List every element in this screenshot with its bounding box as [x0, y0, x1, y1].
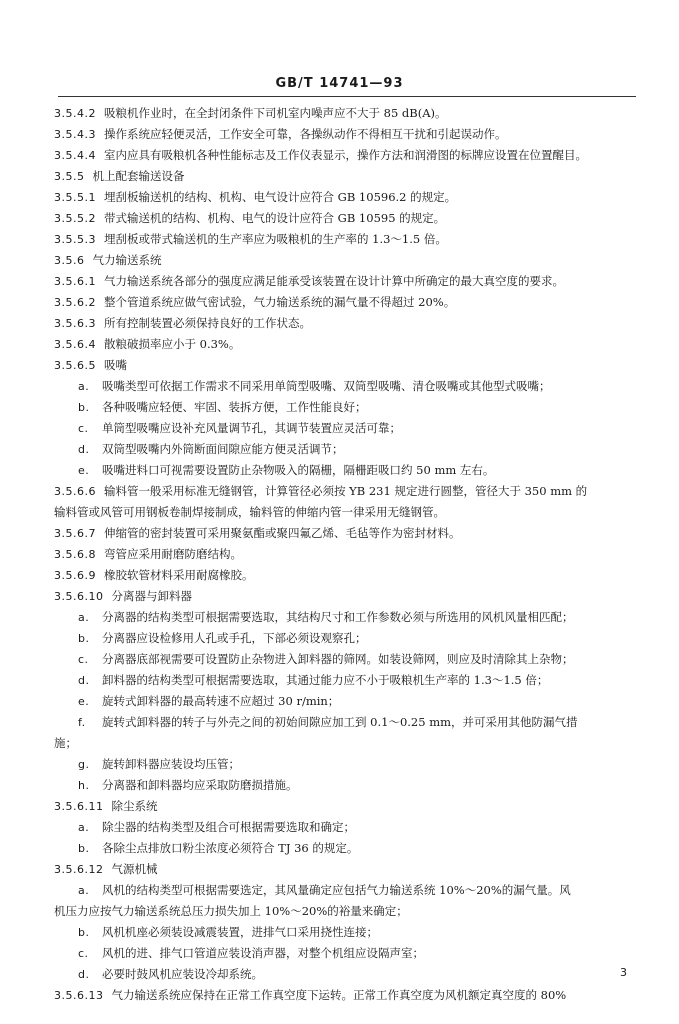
list-item [54, 418, 638, 439]
clause-text: 分离器底部视需要可设置防止杂物进入卸料器的筛网。如装设筛网，则应及时清除其上杂物； [102, 652, 574, 666]
list-item [54, 397, 638, 418]
clause-text: 分离器和卸料器均应采取防磨损措施。 [102, 778, 298, 792]
list-item [54, 439, 638, 460]
list-item [54, 838, 638, 859]
clause-text: 输料管一般采用标准无缝钢管，计算管径必须按 YB 231 规定进行圆整，管径大于 350 mm 的 [103, 484, 588, 498]
clause-line [54, 229, 638, 250]
clause-number: 3.5.6.5 [54, 359, 96, 372]
clause-text: 气源机械 [111, 862, 158, 876]
clause-line [54, 334, 638, 355]
clause-text: 旋转式卸料器的转子与外壳之间的初始间隙应加工到 0.1～0.25 mm，并可采用其他防漏气措 [102, 715, 578, 729]
clause-number: b. [78, 632, 90, 645]
clause-number: c. [78, 422, 89, 435]
clause-text: 埋刮板或带式输送机的生产率应为吸粮机的生产率的 1.3～1.5 倍。 [103, 232, 447, 246]
clause-number: d. [78, 674, 90, 687]
clause-text: 室内应具有吸粮机各种性能标志及工作仪表显示，操作方法和润滑图的标牌应设置在位置醒目。 [103, 148, 587, 162]
clause-line [54, 250, 638, 271]
clause-number: d. [78, 968, 90, 981]
clause-line [54, 124, 638, 145]
list-item [54, 817, 638, 838]
clause-line [54, 586, 638, 607]
clause-text: 施； [54, 736, 77, 750]
clause-number: 3.5.5.1 [54, 191, 96, 204]
clause-text: 风机的进、排气口管道应装设消声器，对整个机组应设隔声室； [102, 946, 424, 960]
clause-number: 3.5.6.9 [54, 569, 96, 582]
clause-text: 机上配套输送设备 [92, 169, 185, 183]
clause-line [54, 523, 638, 544]
clause-text: 带式输送机的结构、机构、电气的设计应符合 GB 10595 的规定。 [103, 211, 446, 225]
clause-number: 3.5.6.3 [54, 317, 96, 330]
continuation-line [54, 733, 638, 754]
clause-text: 必要时鼓风机应装设冷却系统。 [102, 967, 263, 981]
clause-number: a. [78, 884, 90, 897]
clause-text: 分离器的结构类型可根据需要选取，其结构尺寸和工作参数必须与所选用的风机风量相匹配； [102, 610, 574, 624]
clause-line [54, 796, 638, 817]
list-item [54, 775, 638, 796]
clause-line [54, 355, 638, 376]
clause-number: 3.5.6.6 [54, 485, 96, 498]
clause-text: 吸粮机作业时，在全封闭条件下司机室内噪声应不大于 85 dB(A)。 [103, 106, 447, 120]
clause-number: b. [78, 926, 90, 939]
clause-text: 机压力应按气力输送系统总压力损失加上 10%～20%的裕量来确定； [54, 904, 408, 918]
clause-number: f. [78, 716, 86, 729]
clause-number: 3.5.6.13 [54, 989, 104, 1002]
clause-line [54, 271, 638, 292]
clause-number: c. [78, 947, 89, 960]
clause-line [54, 103, 638, 124]
clause-number: 3.5.6.8 [54, 548, 96, 561]
clause-text: 旋转式卸料器的最高转速不应超过 30 r/min； [102, 694, 340, 708]
list-item [54, 943, 638, 964]
page-number: 3 [620, 966, 627, 979]
clause-line [54, 292, 638, 313]
clause-number: c. [78, 653, 89, 666]
clause-text: 各种吸嘴应轻便、牢固、装拆方便，工作性能良好； [102, 400, 367, 414]
list-item [54, 376, 638, 397]
clause-number: 3.5.5 [54, 170, 85, 183]
clause-line [54, 313, 638, 334]
clause-line [54, 565, 638, 586]
clause-text: 分离器与卸料器 [111, 589, 192, 603]
clause-line [54, 145, 638, 166]
continuation-line [54, 901, 638, 922]
clause-number: 3.5.6.4 [54, 338, 96, 351]
clause-line [54, 208, 638, 229]
clause-text: 整个管道系统应做气密试验，气力输送系统的漏气量不得超过 20%。 [103, 295, 456, 309]
clause-text: 弯管应采用耐磨防磨结构。 [103, 547, 242, 561]
clause-line [54, 985, 638, 1006]
clause-number: 3.5.6.7 [54, 527, 96, 540]
clause-number: 3.5.4.3 [54, 128, 96, 141]
document-body [54, 103, 638, 1006]
clause-text: 吸嘴 [103, 358, 127, 372]
clause-line [54, 187, 638, 208]
clause-line [54, 859, 638, 880]
clause-number: a. [78, 380, 90, 393]
clause-text: 操作系统应轻便灵活，工作安全可靠，各操纵动作不得相互干扰和引起误动作。 [103, 127, 507, 141]
clause-number: 3.5.4.2 [54, 107, 96, 120]
clause-text: 埋刮板输送机的结构、机构、电气设计应符合 GB 10596.2 的规定。 [103, 190, 457, 204]
clause-number: h. [78, 779, 90, 792]
clause-number: e. [78, 695, 90, 708]
header-rule [58, 96, 636, 97]
clause-text: 双筒型吸嘴内外筒断面间隙应能方便灵活调节； [102, 442, 344, 456]
list-item [54, 964, 638, 985]
list-item [54, 607, 638, 628]
clause-text: 气力输送系统 [92, 253, 162, 267]
list-item [54, 754, 638, 775]
list-item [54, 670, 638, 691]
clause-text: 气力输送系统应保持在正常工作真空度下运转。正常工作真空度为风机额定真空度的 80% [111, 988, 567, 1002]
clause-number: 3.5.5.3 [54, 233, 96, 246]
clause-number: 3.5.5.2 [54, 212, 96, 225]
list-item [54, 880, 638, 901]
list-item [54, 712, 638, 733]
clause-line [54, 166, 638, 187]
clause-text: 各除尘点排放口粉尘浓度必须符合 TJ 36 的规定。 [102, 841, 359, 855]
clause-number: g. [78, 758, 90, 771]
clause-number: 3.5.6.12 [54, 863, 104, 876]
page-header: GB/T 14741—93 [275, 76, 404, 91]
clause-text: 输料管或风管可用钢板卷制焊接制成，输料管的伸缩内管一律采用无缝钢管。 [54, 505, 445, 519]
clause-number: b. [78, 401, 90, 414]
clause-text: 散粮破损率应小于 0.3%。 [103, 337, 241, 351]
clause-text: 伸缩管的密封装置可采用聚氨酯或聚四氟乙烯、毛毡等作为密封材料。 [103, 526, 461, 540]
clause-number: a. [78, 821, 90, 834]
clause-line [54, 544, 638, 565]
clause-text: 风机机座必须装设减震装置，进排气口采用挠性连接； [102, 925, 378, 939]
clause-number: d. [78, 443, 90, 456]
clause-text: 除尘系统 [111, 799, 158, 813]
list-item [54, 460, 638, 481]
clause-text: 气力输送系统各部分的强度应满足能承受该装置在设计计算中所确定的最大真空度的要求。 [103, 274, 564, 288]
clause-text: 橡胶软管材料采用耐腐橡胶。 [103, 568, 254, 582]
continuation-line [54, 502, 638, 523]
clause-number: a. [78, 611, 90, 624]
list-item [54, 649, 638, 670]
clause-text: 吸嘴类型可依据工作需求不同采用单筒型吸嘴、双筒型吸嘴、清仓吸嘴或其他型式吸嘴； [102, 379, 551, 393]
clause-number: 3.5.6.1 [54, 275, 96, 288]
clause-number: 3.5.6 [54, 254, 85, 267]
clause-line [54, 481, 638, 502]
clause-text: 分离器应设检修用人孔或手孔，下部必须设观察孔； [102, 631, 367, 645]
clause-number: e. [78, 464, 90, 477]
clause-number: 3.5.4.4 [54, 149, 96, 162]
clause-text: 风机的结构类型可根据需要选定，其风量确定应包括气力输送系统 10%～20%的漏气量。风 [102, 883, 571, 897]
clause-text: 所有控制装置必须保持良好的工作状态。 [103, 316, 311, 330]
clause-number: 3.5.6.2 [54, 296, 96, 309]
clause-text: 除尘器的结构类型及组合可根据需要选取和确定； [102, 820, 355, 834]
clause-text: 旋转卸料器应装设均压管； [102, 757, 240, 771]
clause-text: 吸嘴进料口可视需要设置防止杂物吸入的隔栅，隔栅距吸口约 50 mm 左右。 [102, 463, 495, 477]
clause-number: 3.5.6.11 [54, 800, 104, 813]
clause-number: b. [78, 842, 90, 855]
clause-text: 单筒型吸嘴应设补充风量调节孔，其调节装置应灵活可靠； [102, 421, 401, 435]
list-item [54, 922, 638, 943]
list-item [54, 691, 638, 712]
list-item [54, 628, 638, 649]
clause-text: 卸料器的结构类型可根据需要选取，其通过能力应不小于吸粮机生产率的 1.3～1.5 倍； [102, 673, 549, 687]
clause-number: 3.5.6.10 [54, 590, 104, 603]
